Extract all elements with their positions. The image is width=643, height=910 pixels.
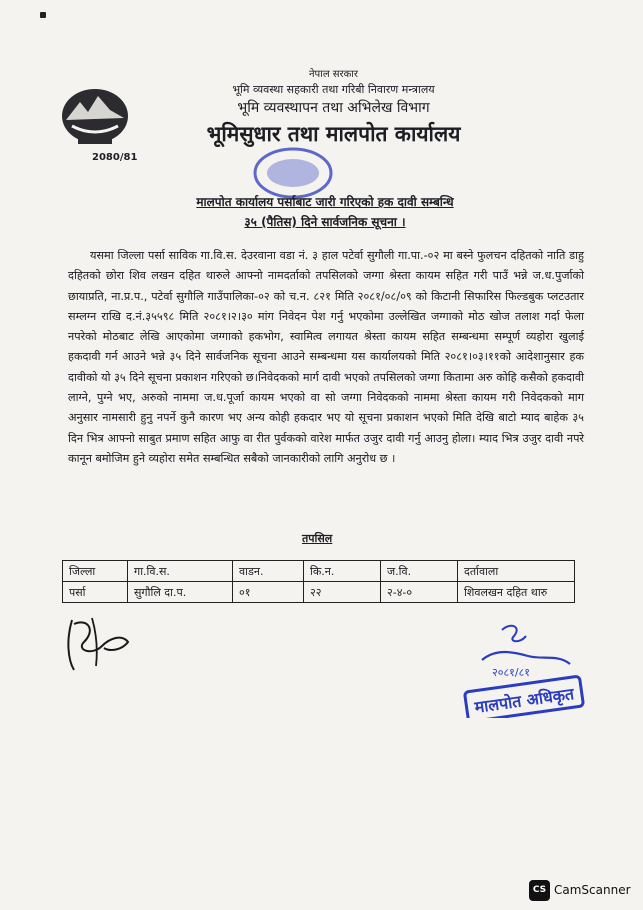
reference-number: 2080/81 <box>92 152 138 163</box>
td-owner: शिवलखन दहित थारु <box>458 582 575 603</box>
header-department: भूमि व्यवस्थापन तथा अभिलेख विभाग <box>237 100 430 116</box>
blue-signature-stamp-icon <box>462 618 586 718</box>
blue-stamp-text: मालपोत अधिकृत <box>473 684 576 717</box>
tapasil-table <box>62 560 575 603</box>
th-kitta: कि.न. <box>304 561 381 582</box>
th-vdc: गा.वि.स. <box>128 561 233 582</box>
td-district: पर्सा <box>63 582 128 603</box>
table-header-row <box>63 561 575 582</box>
td-vdc: सुगौलि दा.प. <box>128 582 233 603</box>
th-owner: दर्तावाला <box>458 561 575 582</box>
notice-body <box>68 246 584 469</box>
notice-title-line-2: ३५ (पैतिस) दिने सार्वजनिक सूचना । <box>244 215 406 229</box>
signature-icon <box>62 612 134 674</box>
td-kitta: २२ <box>304 582 381 603</box>
notice-paragraph: यसमा जिल्ला पर्सा साविक गा.वि.स. देउरवाना वडा नं. ३ हाल पटेर्वा सुगौली गा.पा.-०२ मा बस्ने फुलचन दहितको नाति डाहु दहितको छोरा शिव लखन दहित थारुले आफ्नो नामदर्ताको तपसिलको जग्गा श्रेस्ता कायम सहित गरी पाउँ भन्ने ज.ध.पुर्जाको छायाप्रति, ना.प्र.प., पटेर्वा सुगौलि गाउँपालिका-०२ को च.न. ८२१ मिति २०८१/०८/०९ को किटानी सिफारिस फिल्डबुक प्लटउतार सम्लग्न राखि द.नं.३५५९८ मिति २०८१।२।३० मांग निवेदन पेश गर्नु भएकोमा उल्लेखित जग्गाको मोठ खोज तलाश गर्दा फेला नपरेको मोठबाट लेखि आएकोमा जग्गाको हकभोग, स्वामित्व लगायत श्रेस्ता कायम सहित सम्बन्धमा सम्पूर्ण व्यहोरा खुलाई हकदावी गर्न आउने भन्ने ३५ दिने सार्वजनिक सूचना आउने सम्बन्धमा यस कार्यालयको मिति २०८१।०३।११को आदेशानुसार हक दावीको यो ३५ दिने सूचना प्रकाशन गरिएको छ।निवेदकको मार्ग दावी भएको तपसिलको जग्गा कितामा अरु कोहि कसैको हकदावी लाग्ने, पुग्ने भए, अरुको नाममा ज.ध.पूर्जा कायम भएको वा सो जग्गा निवेदकको नाममा श्रेस्ता कायम गरी निवेदकको माग अनुसार नामसारी हुनु नपर्ने कुनै कारण भए अन्य कोही हकदार भए यो सूचना प्रकाशन भएको मिति देखि बाटो म्याद बाहेक ३५ दिन भित्र आफ्नो साबुत प्रमाण सहित आफु वा रीत पुर्वकको वारेश मार्फत उजुर दावी गर्नु आउनु होला। म्याद भित्र उजुर दावी नपरे कानून बमोजिम हुने व्यहोरा समेत सम्बन्धित सबैको जानकारीको लागि अनुरोध छ । <box>68 249 584 465</box>
th-district: जिल्ला <box>63 561 128 582</box>
td-area: २-४-० <box>381 582 458 603</box>
blue-date: २०८१/८१ <box>492 666 531 679</box>
punch-dot <box>40 12 46 18</box>
th-ward: वाडन. <box>233 561 304 582</box>
camscanner-logo-icon: CS <box>529 880 550 901</box>
header-office: भूमिसुधार तथा मालपोत कार्यालय <box>206 122 461 146</box>
th-area: ज.वि. <box>381 561 458 582</box>
tapasil-heading: तपसिल <box>302 532 333 545</box>
td-ward: ०१ <box>233 582 304 603</box>
header-line-1: नेपाल सरकार <box>309 69 358 80</box>
header-ministry: भूमि व्यवस्था सहकारी तथा गरिबी निवारण मन्त्रालय <box>232 83 435 96</box>
notice-title-line-1: मालपोत कार्यालय पर्साबाट जारी गरिएको हक दावी सम्बन्धि <box>196 195 454 209</box>
table-row <box>63 582 575 603</box>
camscanner-label: CamScanner <box>554 883 631 897</box>
